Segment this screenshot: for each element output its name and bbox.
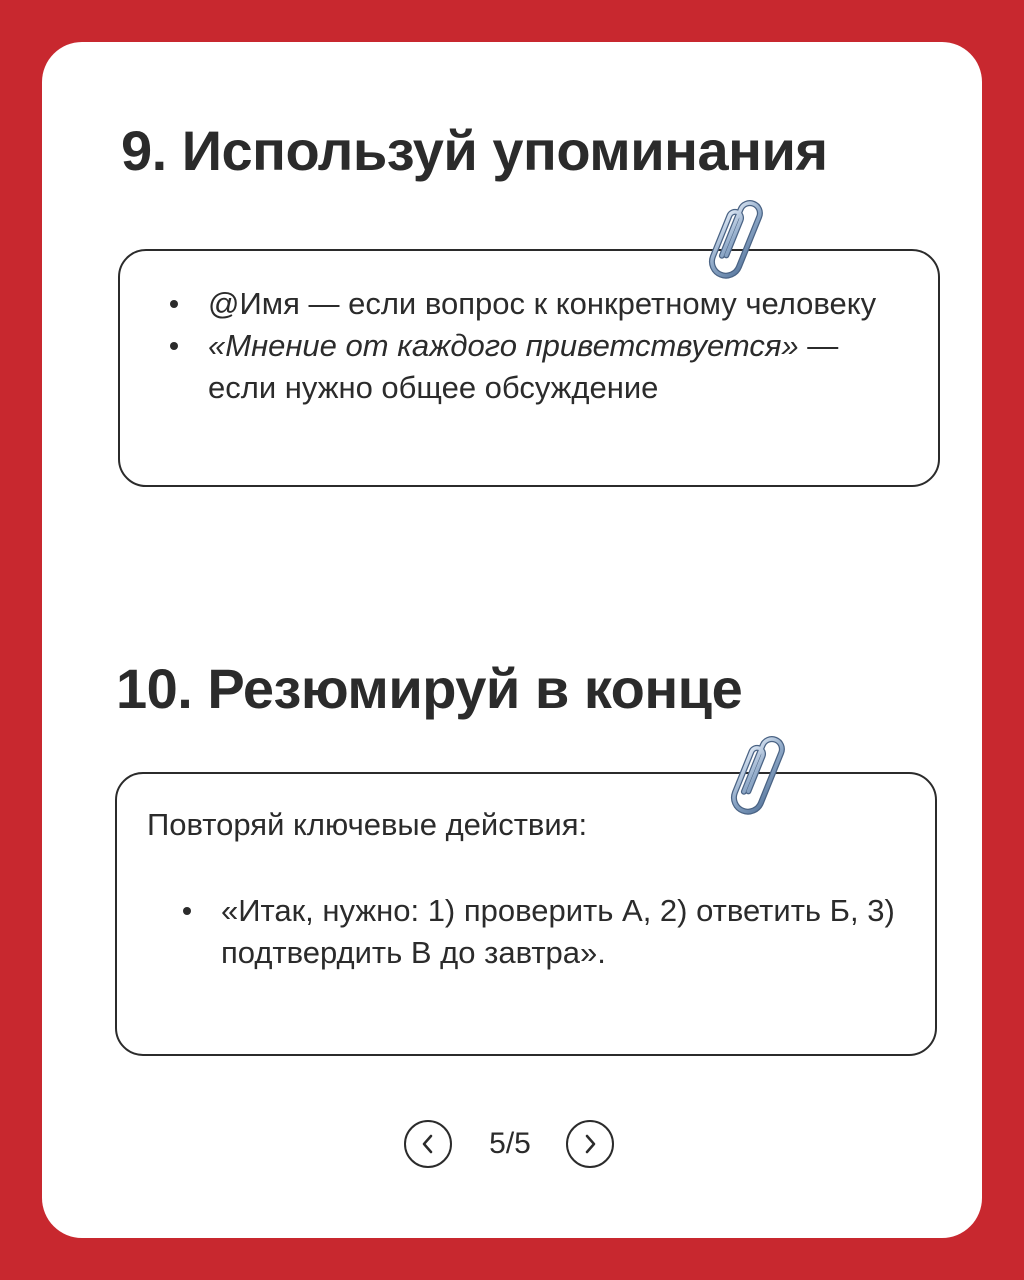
section-9-list (208, 283, 888, 409)
list-item-text: «Итак, нужно: 1) проверить А, 2) ответить Б, 3) подтвердить В до завтра». (221, 893, 895, 970)
list-item-text: @Имя — если вопрос к конкретному человеку (208, 286, 877, 321)
bullet-icon (170, 342, 178, 350)
next-page-button[interactable] (566, 1120, 614, 1168)
list-item (208, 325, 888, 409)
section-9-box (118, 249, 940, 487)
section-10-intro: Повторяй ключевые действия: (147, 807, 588, 842)
slide-card (42, 42, 982, 1238)
paperclip-icon (730, 728, 788, 818)
list-item (221, 890, 911, 974)
page-indicator: 5/5 (489, 1127, 531, 1160)
section-10-title: 10. Резюмируй в конце (116, 657, 743, 720)
list-item-quote: «Мнение от каждого приветствуется» (208, 328, 799, 363)
prev-page-button[interactable] (404, 1120, 452, 1168)
list-item-text: — если нужно общее обсуждение (208, 328, 839, 405)
bullet-icon (183, 907, 191, 915)
chevron-right-icon (581, 1133, 599, 1155)
section-10-box (115, 772, 937, 1056)
section-10-list (221, 890, 911, 974)
paperclip-icon (708, 192, 766, 282)
bullet-icon (170, 300, 178, 308)
list-item (208, 283, 888, 325)
chevron-left-icon (419, 1133, 437, 1155)
pagination (404, 1120, 624, 1176)
section-9-title: 9. Используй упоминания (121, 119, 828, 182)
